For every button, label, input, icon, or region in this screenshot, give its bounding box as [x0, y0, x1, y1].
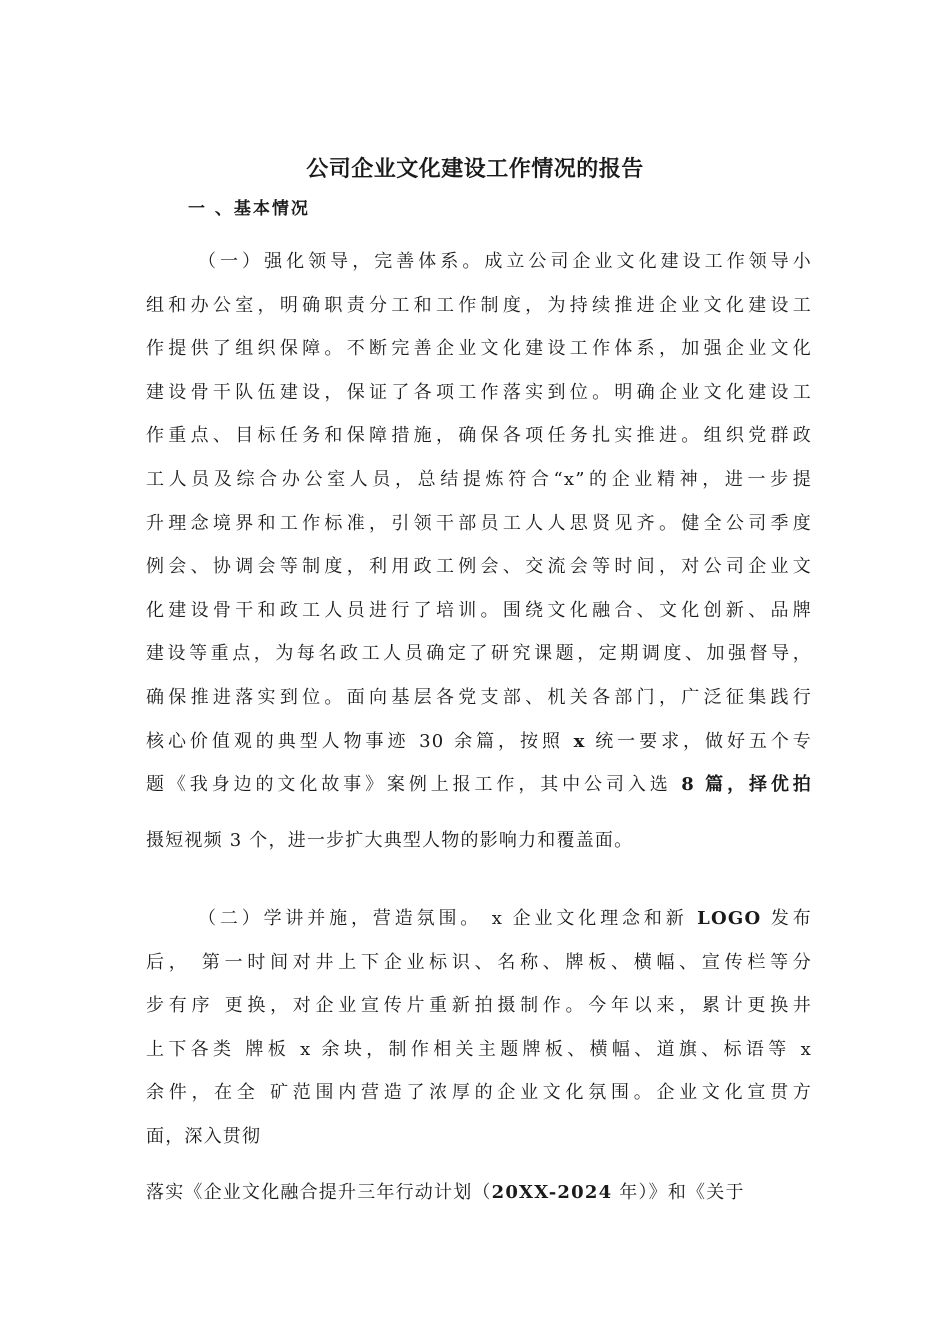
paragraph-line: 面，深入贯彻 [146, 1125, 262, 1147]
paragraph-3 [146, 1171, 812, 1215]
paragraph-line: 作重点、目标任务和保障措施，确保各项任务扎实推进。组织党群政 [146, 425, 812, 447]
paragraph-line [146, 720, 812, 764]
bold-text: x [573, 730, 586, 752]
paragraph-line: 建设等重点，为每名政工人员确定了研究课题，定期调度、加强督导， [146, 643, 812, 665]
paragraph-1 [146, 240, 812, 807]
paragraph-line: （一）强化领导，完善体系。成立公司企业文化建设工作领导小 [198, 251, 812, 272]
paragraph-line: 组和办公室，明确职责分工和工作制度，为持续推进企业文化建设工 [146, 294, 812, 316]
paragraph-line [146, 1171, 812, 1215]
paragraph-line: 例会、协调会等制度，利用政工例会、交流会等时间，对公司企业文 [146, 556, 812, 578]
text-run: 核心价值观的典型人物事迹 30 余篇，按照 [146, 730, 574, 752]
text-run: 题《我身边的文化故事》案例上报工作，其中公司入选 [146, 774, 682, 796]
paragraph-line: 余件，在全 矿范围内营造了浓厚的企业文化氛围。企业文化宣贯方 [146, 1082, 812, 1104]
bold-text: 8 篇，择优拍 [681, 774, 812, 796]
text-run: 年）》和《关于 [612, 1182, 745, 1203]
paragraph-line: 建设骨干队伍建设，保证了各项工作落实到位。明确企业文化建设工 [146, 381, 812, 403]
paragraph-line [146, 763, 812, 807]
paragraph-line: 化建设骨干和政工人员进行了培训。围绕文化融合、文化创新、品牌 [146, 599, 812, 621]
text-run: （二）学讲并施，营造氛围。 x 企业文化理念和新 [198, 908, 698, 929]
document-title: 公司企业文化建设工作情况的报告 [306, 157, 644, 182]
paragraph-line: 确保推进落实到位。面向基层各党支部、机关各部门，广泛征集践行 [146, 686, 812, 708]
paragraph-line: 摄短视频 3 个，进一步扩大典型人物的影响力和覆盖面。 [146, 830, 634, 851]
paragraph-line [146, 897, 812, 941]
paragraph-line: 升理念境界和工作标准，引领干部员工人人思贤见齐。健全公司季度 [146, 512, 812, 534]
paragraph-line: 步有序 更换，对企业宣传片重新拍摄制作。今年以来，累计更换井 [146, 995, 812, 1017]
paragraph-2 [146, 897, 812, 1159]
paragraph-line: 作提供了组织保障。不断完善企业文化建设工作体系，加强企业文化 [146, 338, 812, 360]
paragraph-line: 工人员及综合办公室人员，总结提炼符合“x”的企业精神，进一步提 [146, 468, 812, 490]
text-run: 落实《企业文化融合提升三年行动计划（ [146, 1182, 492, 1203]
paragraph-line: 后， 第一时间对井上下企业标识、名称、牌板、横幅、宣传栏等分 [146, 951, 812, 973]
text-run: 发布 [761, 908, 812, 929]
section-heading: 一 、基本情况 [188, 199, 310, 219]
paragraph-1-end [146, 819, 812, 863]
paragraph-line: 上下各类 牌板 x 余块，制作相关主题牌板、横幅、道旗、标语等 x [146, 1038, 812, 1060]
text-run: 统一要求，做好五个专 [585, 730, 812, 752]
bold-text: 20XX-2024 [491, 1182, 613, 1203]
bold-text: LOGO [697, 908, 762, 929]
